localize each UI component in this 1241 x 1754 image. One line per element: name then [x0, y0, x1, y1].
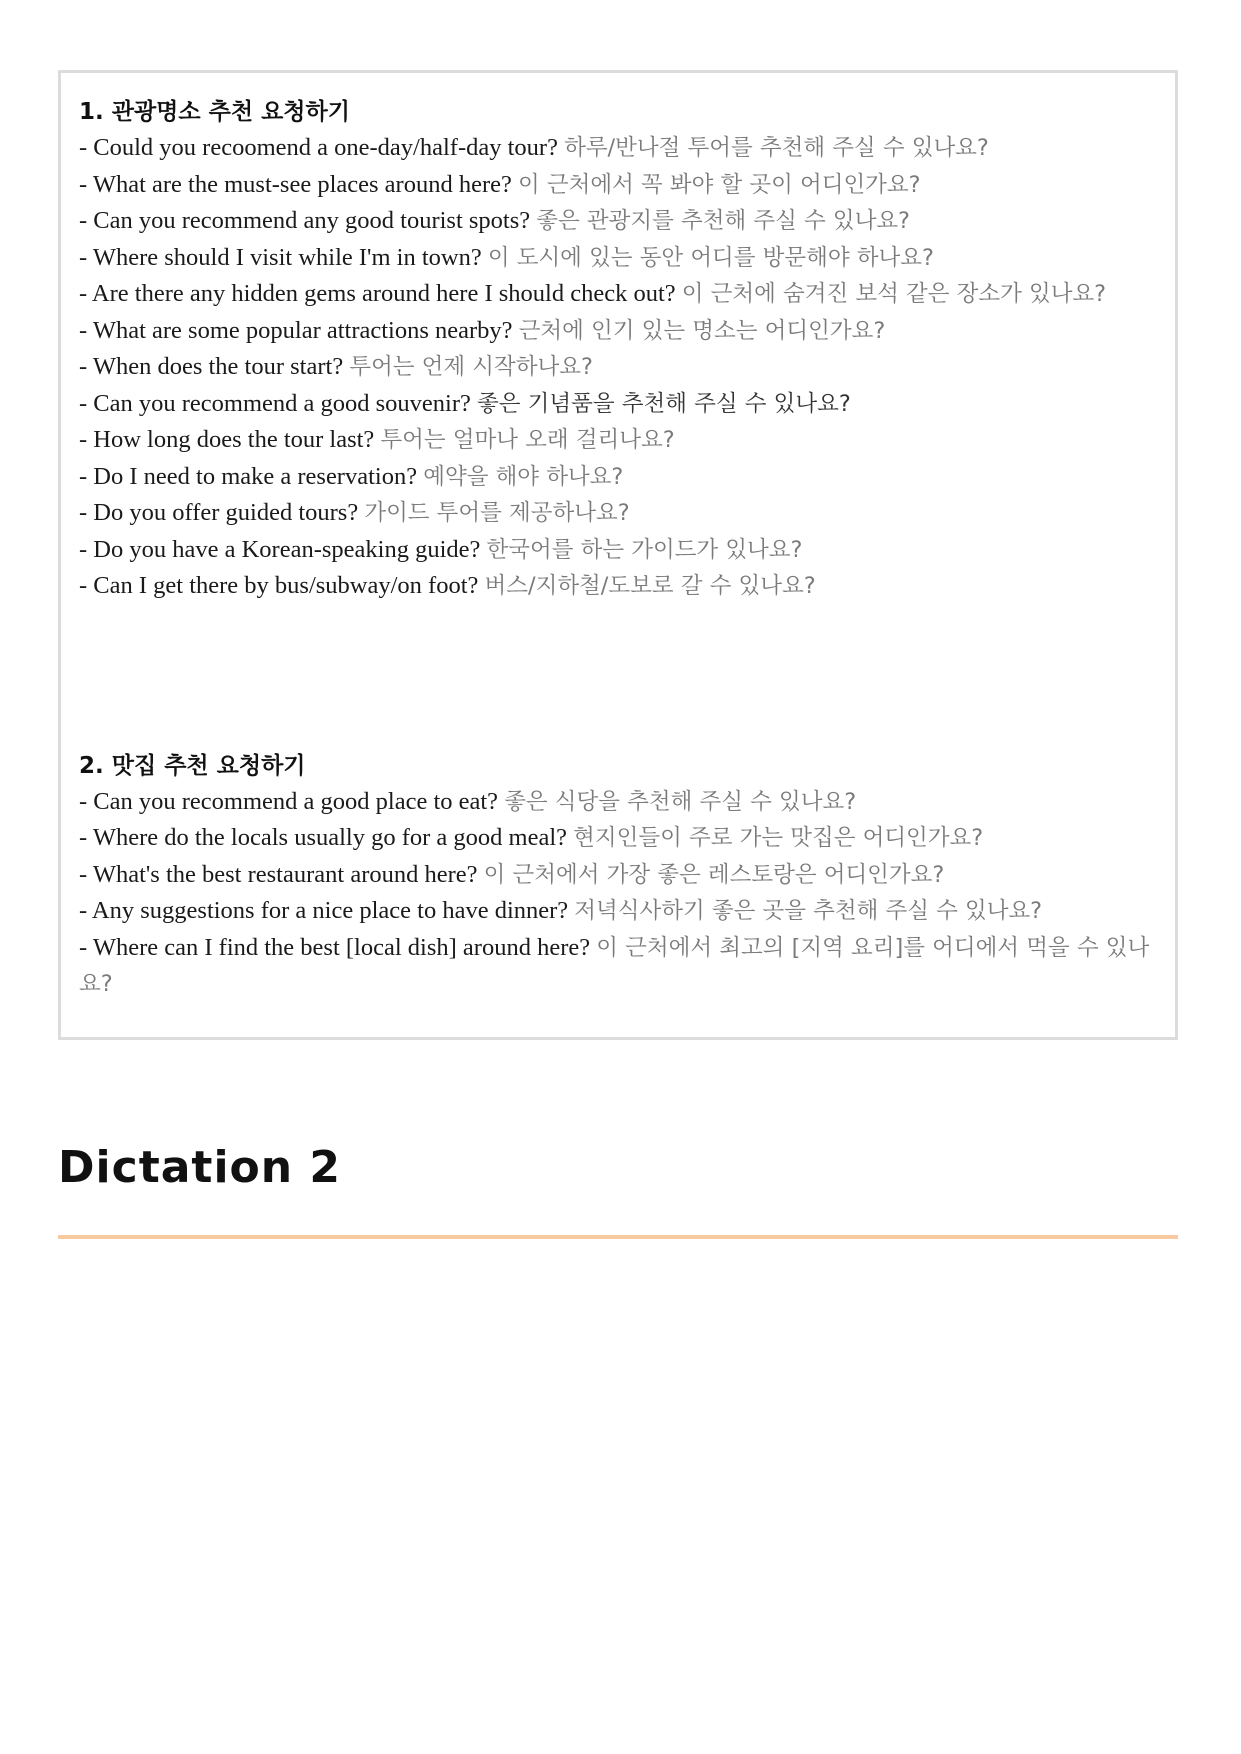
- section-restaurants: [79, 748, 1157, 1003]
- accent-divider: [58, 1235, 1178, 1239]
- korean-translation: 투어는 언제 시작하나요?: [349, 354, 593, 380]
- section-spacer: [79, 605, 1157, 748]
- phrase-list: [79, 130, 1157, 605]
- list-item: [79, 203, 1157, 240]
- english-phrase: - What are the must-see places around here?: [79, 170, 512, 198]
- list-item: [79, 240, 1157, 277]
- phrase-list: [79, 784, 1157, 1003]
- list-item: [79, 495, 1157, 532]
- korean-translation: 이 근처에 숨겨진 보석 같은 장소가 있나요?: [681, 281, 1107, 307]
- list-item: [79, 459, 1157, 496]
- list-item: [79, 930, 1157, 1003]
- english-phrase: - Can I get there by bus/subway/on foot?: [79, 572, 479, 599]
- phrase-card: [58, 70, 1178, 1040]
- english-phrase: - Could you recoomend a one-day/half-day tour?: [79, 134, 558, 161]
- english-phrase: - Can you recommend a good souvenir?: [79, 389, 471, 417]
- korean-translation: 좋은 식당을 추천해 주실 수 있나요?: [504, 788, 857, 815]
- english-phrase: - Are there any hidden gems around here I should check out?: [79, 280, 676, 307]
- english-phrase: - Do I need to make a reservation?: [79, 462, 418, 490]
- section-heading: 1. 관광명소 추천 요청하기: [79, 99, 350, 125]
- list-item: [79, 893, 1157, 930]
- list-item: [79, 857, 1157, 894]
- korean-translation: 좋은 관광지를 추천해 주실 수 있나요?: [536, 208, 910, 234]
- english-phrase: - Do you offer guided tours?: [79, 499, 359, 526]
- korean-translation: 좋은 기념품을 추천해 주실 수 있나요?: [477, 390, 851, 417]
- list-item: [79, 820, 1157, 857]
- english-phrase: - Where can I find the best [local dish] around here?: [79, 933, 591, 961]
- list-item: [79, 422, 1157, 459]
- korean-translation: 예약을 해야 하나요?: [423, 463, 624, 490]
- english-phrase: - Do you have a Korean-speaking guide?: [79, 535, 481, 563]
- list-item: [79, 349, 1157, 386]
- english-phrase: - Where should I visit while I'm in town?: [79, 243, 482, 271]
- list-item: [79, 532, 1157, 569]
- korean-translation: 하루/반나절 투어를 추천해 주실 수 있나요?: [564, 135, 989, 161]
- list-item: [79, 313, 1157, 350]
- korean-translation: 이 도시에 있는 동안 어디를 방문해야 하나요?: [487, 244, 934, 271]
- dictation-title: Dictation 2: [58, 1142, 342, 1193]
- list-item: [79, 130, 1157, 167]
- korean-translation: 이 근처에서 꼭 봐야 할 곳이 어디인가요?: [517, 171, 921, 198]
- english-phrase: - When does the tour start?: [79, 353, 344, 380]
- list-item: [79, 167, 1157, 204]
- korean-translation: 투어는 얼마나 오래 걸리나요?: [380, 427, 675, 453]
- korean-translation: 근처에 인기 있는 명소는 어디인가요?: [518, 317, 886, 344]
- korean-translation: 저녁식사하기 좋은 곳을 추천해 주실 수 있나요?: [574, 898, 1043, 924]
- english-phrase: - Can you recommend any good tourist spots?: [79, 207, 531, 234]
- korean-translation: 현지인들이 주로 가는 맛집은 어디인가요?: [573, 825, 984, 851]
- korean-translation: 한국어를 하는 가이드가 있나요?: [486, 536, 803, 563]
- english-phrase: - What are some popular attractions nearby?: [79, 316, 513, 344]
- korean-translation: 버스/지하철/도보로 갈 수 있나요?: [484, 573, 816, 599]
- english-phrase: - How long does the tour last?: [79, 426, 375, 453]
- section-heading: 2. 맛집 추천 요청하기: [79, 752, 306, 779]
- english-phrase: - What's the best restaurant around here?: [79, 860, 478, 888]
- list-item: [79, 568, 1157, 605]
- list-item: [79, 386, 1157, 423]
- korean-translation: 이 근처에서 최고의 [지역 요리]를 어디에서 먹을 수 있나요?: [79, 934, 1150, 997]
- section-tourist-spots: [79, 94, 1157, 605]
- korean-translation: 가이드 투어를 제공하나요?: [364, 500, 630, 526]
- english-phrase: - Can you recommend a good place to eat?: [79, 787, 499, 815]
- english-phrase: - Any suggestions for a nice place to have dinner?: [79, 897, 569, 924]
- korean-translation: 이 근처에서 가장 좋은 레스토랑은 어디인가요?: [483, 861, 945, 888]
- list-item: [79, 784, 1157, 821]
- list-item: [79, 276, 1157, 313]
- english-phrase: - Where do the locals usually go for a good meal?: [79, 824, 568, 851]
